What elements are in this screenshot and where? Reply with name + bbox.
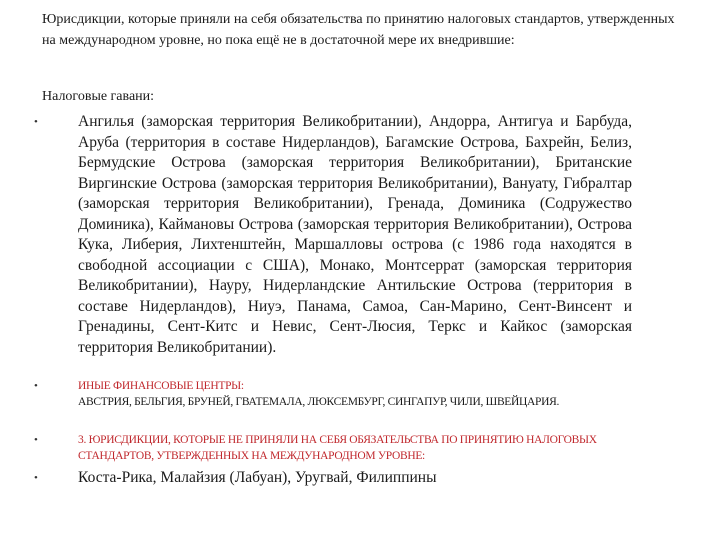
bullet-icon: • (34, 434, 38, 446)
section-3-title: 3. ЮРИСДИКЦИИ, КОТОРЫЕ НЕ ПРИНЯЛИ НА СЕБЯ ОБЯЗАТЕЛЬСТВА ПО ПРИНЯТИЮ НАЛОГОВЫХ СТАНДАРТОВ, УТВЕРЖДЕННЫХ НА МЕЖДУНАРОДНОМ УРОВНЕ: (78, 434, 597, 462)
tax-havens-heading: Налоговые гавани: (42, 89, 155, 104)
bullet-icon: • (34, 472, 38, 484)
tax-havens-text: Ангилья (заморская территория Великобритании), Андорра, Антигуа и Барбуда, Аруба (территория в составе Нидерландов), Багамские Острова, Бахрейн, Белиз, Бермудские Острова (заморская территория Великобритании), Британские Виргинские Острова (заморская территория Великобритании), Вануату, Гибралтар (заморская территория Великобритании), Гренада, Доминика (Содружество Доминика), Каймановы Острова (заморская территория Великобритании), Острова Кука, Либерия, Лихтенштейн, Маршалловы острова (с 1986 года находятся в свободной ассоциации с США), Монако, Монтсеррат (заморская территория Великобритании), Науру, Нидерландские Антильские Острова (территория в составе Нидерландов), Ниуэ, Панама, Самоа, Сан-Марино, Сент-Винсент и Гренадины, Сент-Китс и Невис, Сент-Люсия, Теркс и Кайкос (заморская территория Великобритании). (78, 113, 632, 356)
bullet-icon: • (34, 380, 38, 392)
financial-centers-title: ИНЫЕ ФИНАНСОВЫЕ ЦЕНТРЫ: (78, 380, 244, 392)
bullet-icon: • (34, 116, 38, 128)
financial-centers-text: АВСТРИЯ, БЕЛЬГИЯ, БРУНЕЙ, ГВАТЕМАЛА, ЛЮКСЕМБУРГ, СИНГАПУР, ЧИЛИ, ШВЕЙЦАРИЯ. (78, 396, 560, 408)
section-3-countries-text: Коста-Рика, Малайзия (Лабуан), Уругвай, Филиппины (78, 469, 437, 486)
intro-paragraph: Юрисдикции, которые приняли на себя обязательства по принятию налоговых стандартов, утвержденных на международном уровне, но пока ещё не в достаточной мере их внедрившие: (42, 12, 675, 48)
